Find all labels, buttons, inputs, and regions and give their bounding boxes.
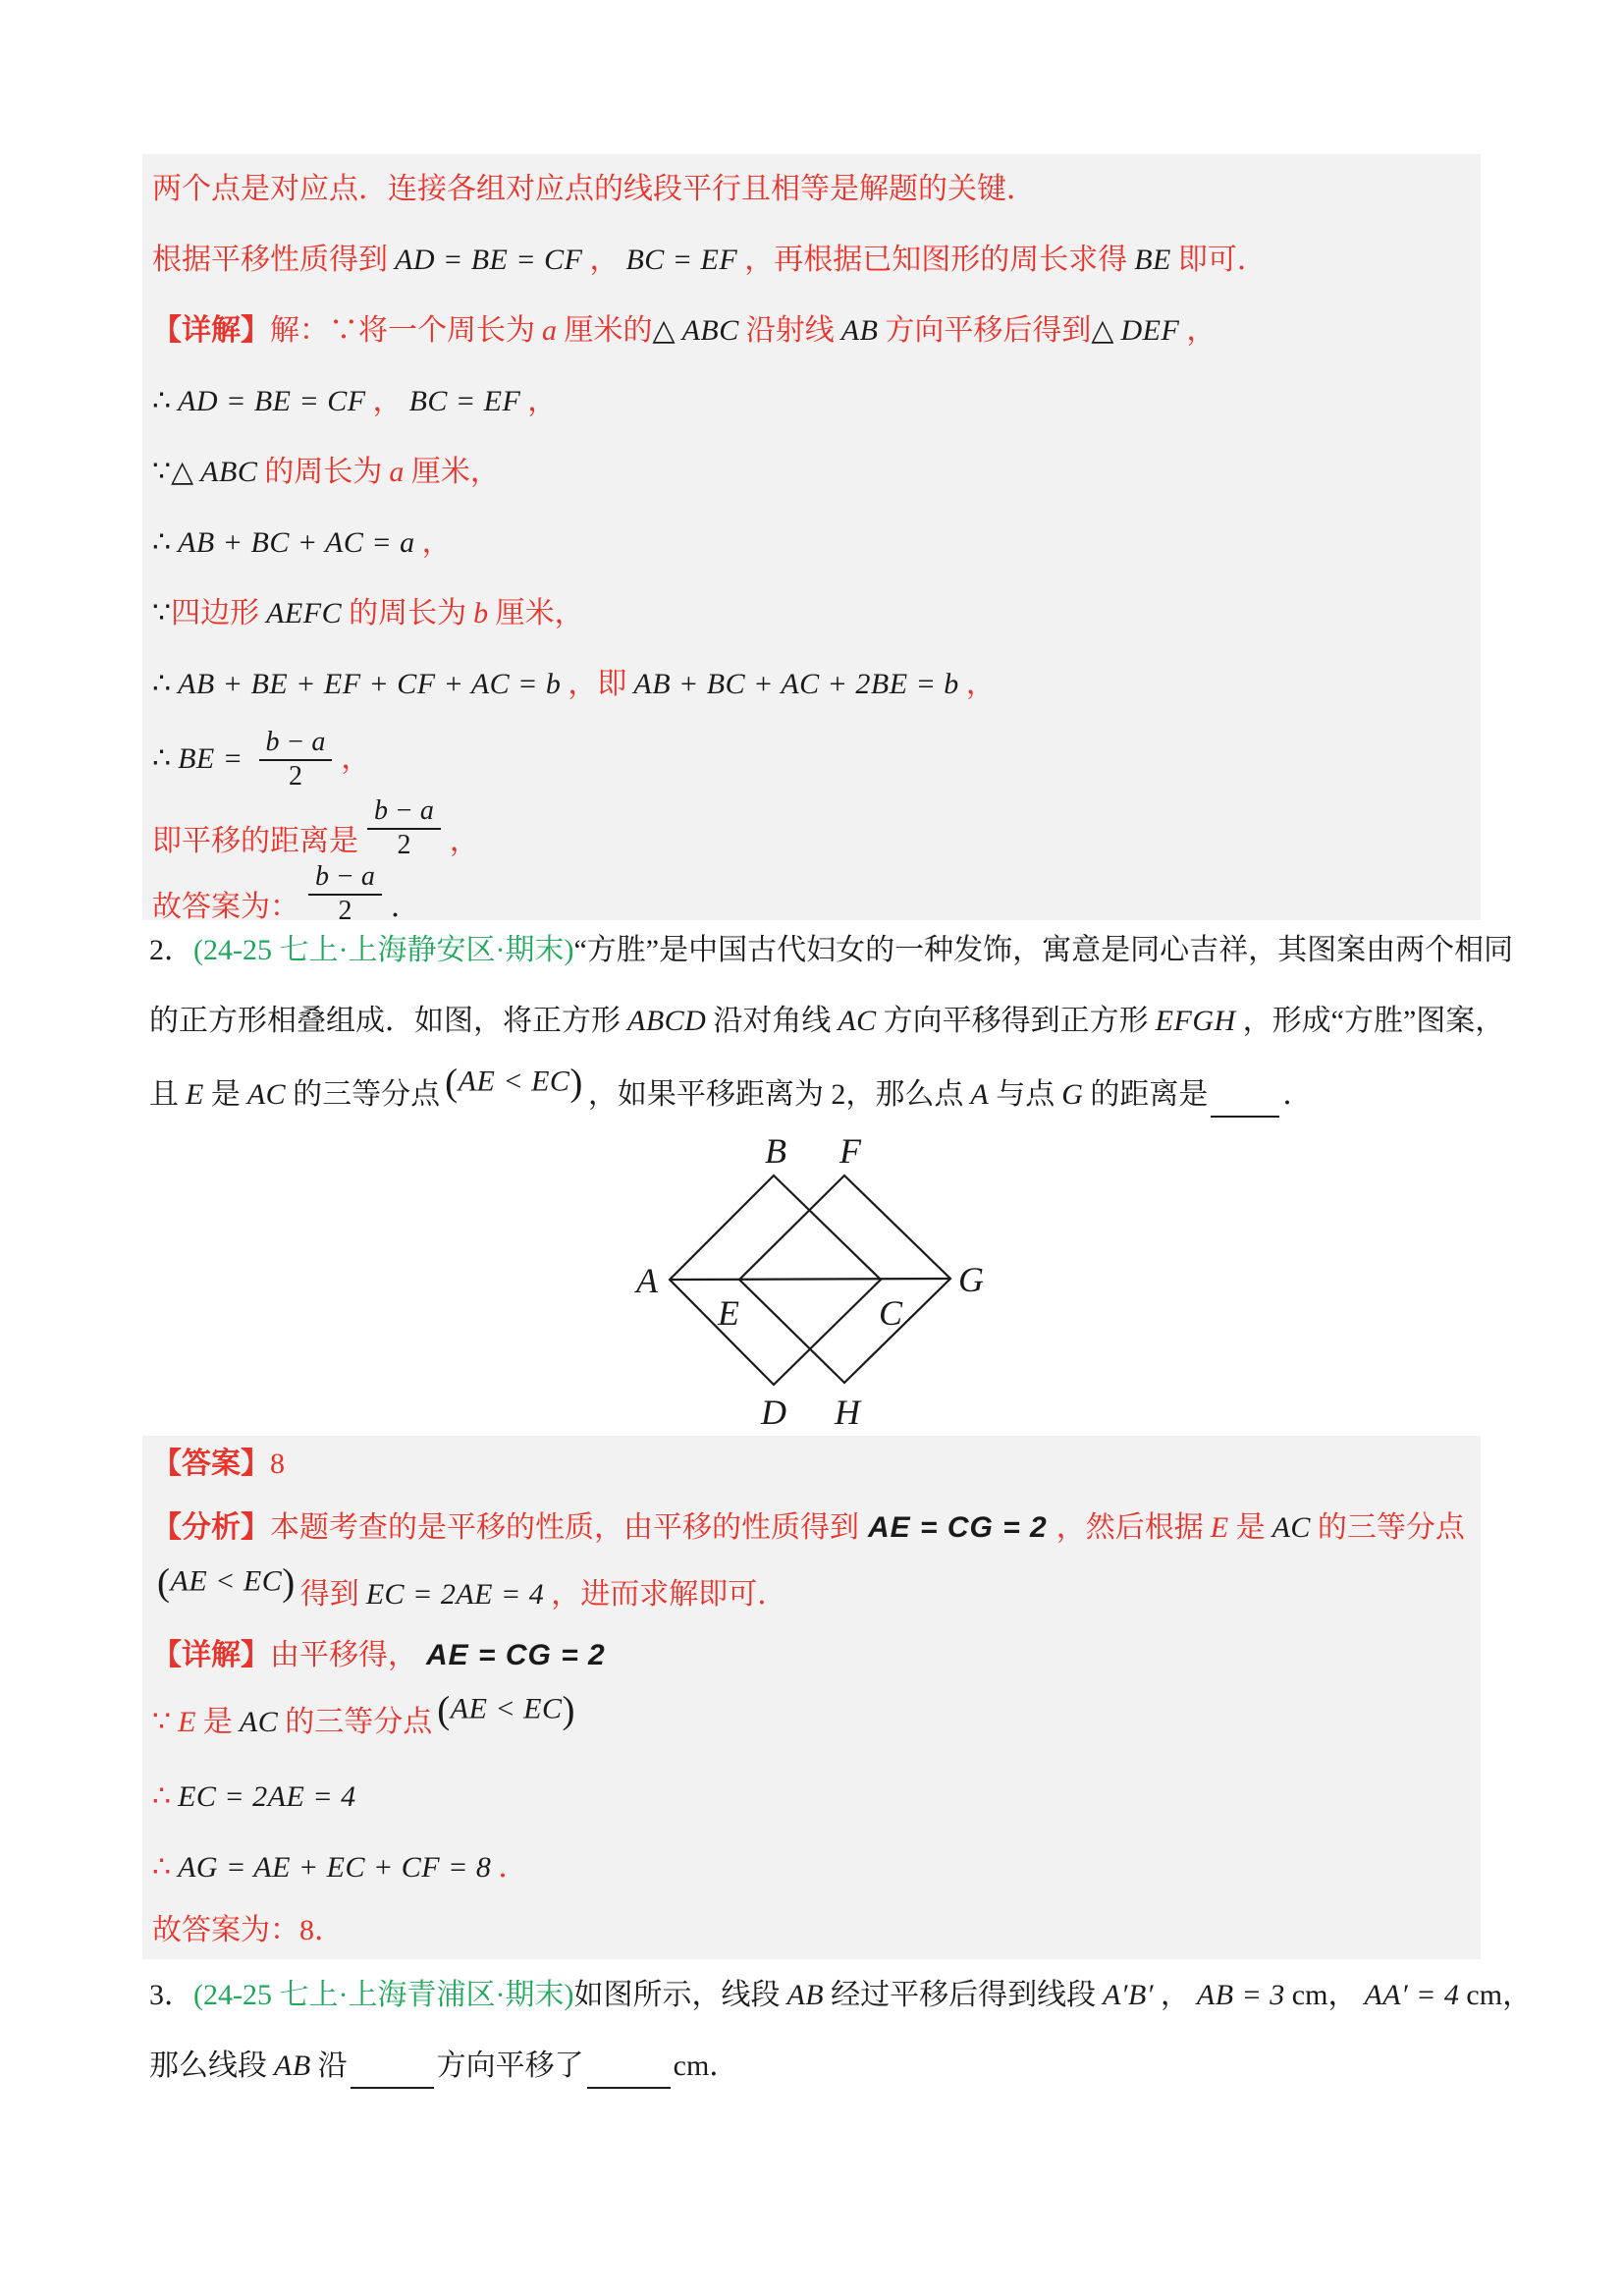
answer-blank <box>1211 1086 1279 1118</box>
text-segment: 8 <box>270 1448 285 1481</box>
text-segment: 故答案为：8． <box>152 1913 344 1946</box>
text-line <box>152 795 1471 864</box>
answer-block-2 <box>142 1436 1481 1959</box>
vertex-label-C: C <box>878 1293 903 1333</box>
vertex-label-G: G <box>958 1260 984 1299</box>
math-segment: a <box>542 314 558 347</box>
text-segment: 沿 <box>317 2050 348 2083</box>
text-segment: 那么线段 <box>149 2050 267 2083</box>
math-segment: AC <box>838 1005 877 1037</box>
answer-blank <box>351 2057 434 2089</box>
text-segment: ∵ <box>152 597 172 630</box>
close-paren: ) <box>282 1560 296 1604</box>
text-line <box>149 915 1514 986</box>
fraction-numerator: b − a <box>308 862 382 895</box>
text-segment: ，形成“方胜”图案， <box>1242 1005 1505 1038</box>
text-segment: 解：∵将一个周长为 <box>270 314 535 348</box>
math-segment: EC = 2AE = 4 <box>178 1780 356 1813</box>
text-segment: ∴ <box>152 668 172 701</box>
math-segment: DEF <box>1120 314 1180 347</box>
text-segment: 的三等分点 <box>293 1078 441 1112</box>
text-segment: 得到 <box>299 1578 359 1612</box>
text-line <box>152 154 1471 225</box>
text-segment: ， <box>1160 1979 1190 2012</box>
math-segment-sans: AE = CG = 2 <box>868 1511 1048 1544</box>
answer-blank <box>587 2057 671 2089</box>
text-segment: ∴ <box>152 385 172 418</box>
math-segment: AC <box>239 1706 279 1738</box>
text-segment: 即平移的距离是 <box>152 824 358 857</box>
text-line <box>149 1960 1533 2031</box>
math-segment: BE = <box>178 742 243 775</box>
fraction-denominator: 2 <box>338 895 352 926</box>
text-segment: ， <box>449 824 479 857</box>
text-segment: 与点 <box>996 1078 1055 1112</box>
text-segment: ，即 <box>568 668 627 701</box>
text-line <box>152 296 1471 366</box>
math-segment: AC <box>1271 1511 1311 1544</box>
math-segment: AE < EC <box>170 1564 283 1598</box>
text-segment: 是 <box>202 1706 233 1739</box>
text-segment: 的正方形相叠组成．如图，将正方形 <box>149 1005 621 1038</box>
section-label: 【详解】 <box>152 314 270 348</box>
vertex-label-F: F <box>839 1137 861 1171</box>
text-segment: 2． <box>149 934 193 967</box>
problem-2-text <box>149 915 1514 1133</box>
math-segment: E <box>186 1078 204 1111</box>
math-segment: A′B′ <box>1103 1979 1154 2011</box>
text-segment: 厘米， <box>410 456 500 489</box>
text-segment: ． <box>498 1851 528 1885</box>
text-segment: ，如果平移距离为 2，那么点 <box>587 1078 964 1112</box>
text-segment: 即可． <box>1177 244 1267 277</box>
text-segment: (24-25 七上·上海静安区·期末) <box>193 934 574 967</box>
math-segment: BC = EF <box>408 385 521 417</box>
text-segment: (24-25 七上·上海青浦区·期末) <box>193 1979 574 2012</box>
math-segment: AD = BE = CF <box>395 244 583 276</box>
text-segment: ． <box>1282 1078 1313 1112</box>
math-segment: AB + BC + AC + 2BE = b <box>633 668 959 700</box>
vertex-label-D: D <box>761 1393 786 1432</box>
math-segment: AB + BE + EF + CF + AC = b <box>178 668 562 700</box>
text-line <box>152 366 1471 437</box>
text-segment: 的周长为 <box>264 456 383 489</box>
math-segment: ABC <box>681 314 739 347</box>
fraction <box>367 796 441 859</box>
vertex-label-H: H <box>835 1393 860 1432</box>
text-segment: 是 <box>210 1078 241 1112</box>
fangsheng-figure <box>619 1137 1011 1432</box>
open-paren: ( <box>437 1688 451 1731</box>
math-segment: BC = EF <box>625 244 738 276</box>
problem-3-text <box>149 1960 1533 2102</box>
math-segment: AC <box>246 1078 287 1111</box>
text-segment: ∵△ <box>152 456 194 489</box>
math-segment: EFGH <box>1155 1005 1236 1037</box>
diagonal-ag-line <box>670 1279 950 1280</box>
text-segment: ， <box>372 385 403 418</box>
text-segment: cm， <box>1466 1979 1533 2012</box>
fraction-numerator: b − a <box>259 728 333 760</box>
parenthesized-condition <box>445 1061 583 1105</box>
text-segment: △ <box>1091 314 1114 348</box>
text-line <box>149 2031 1500 2102</box>
text-segment: 方向平移得到正方形 <box>883 1005 1149 1038</box>
text-segment: 是 <box>1235 1511 1266 1545</box>
text-segment: ∴ <box>152 742 172 776</box>
close-paren: ) <box>562 1688 575 1731</box>
text-segment: ， <box>1186 314 1217 348</box>
text-segment: ∴ <box>152 1851 172 1885</box>
text-line <box>152 225 1471 296</box>
text-line <box>152 1493 1471 1563</box>
text-line <box>152 437 1471 508</box>
math-segment: a <box>389 456 405 488</box>
text-segment: 且 <box>149 1078 179 1112</box>
math-segment: AE < EC <box>450 1692 563 1725</box>
text-segment: ， <box>341 742 371 776</box>
vertex-label-B: B <box>765 1137 786 1171</box>
text-segment: 如图所示，线段 <box>573 1979 781 2012</box>
section-label: 【分析】 <box>152 1511 270 1545</box>
fraction-denominator: 2 <box>397 829 411 860</box>
text-line <box>152 1560 1471 1626</box>
vertex-label-A: A <box>636 1261 658 1300</box>
fraction-denominator: 2 <box>288 760 302 792</box>
text-line <box>152 1834 1471 1901</box>
text-segment: ，然后根据 <box>1055 1511 1204 1545</box>
text-segment: ． <box>390 890 420 923</box>
text-segment: 四边形 <box>171 597 260 630</box>
math-segment: A <box>970 1078 990 1111</box>
answer-block-1 <box>142 154 1481 926</box>
text-line <box>152 1760 1471 1834</box>
math-segment: AA′ = 4 <box>1364 1979 1460 2011</box>
text-segment: 由平移得， <box>270 1639 417 1672</box>
section-label: 【答案】 <box>152 1448 270 1481</box>
close-paren: ) <box>569 1061 583 1104</box>
math-segment: AE < EC <box>458 1065 570 1098</box>
math-segment: AD = BE = CF <box>178 385 366 417</box>
math-segment: AEFC <box>266 597 343 629</box>
text-segment: 沿对角线 <box>713 1005 832 1038</box>
math-segment: BE <box>1134 244 1171 276</box>
fraction-numerator: b − a <box>367 796 441 829</box>
text-segment: ∵ <box>152 1706 172 1739</box>
text-segment: 根据平移性质得到 <box>152 244 388 277</box>
text-segment: 方向平移后得到 <box>885 314 1092 348</box>
text-segment: ，再根据已知图形的周长求得 <box>744 244 1128 277</box>
math-segment: AG = AE + EC + CF = 8 <box>178 1851 492 1884</box>
math-segment: E <box>178 1706 196 1738</box>
vertex-label-E: E <box>718 1293 739 1333</box>
text-segment: ， <box>421 526 452 560</box>
text-segment: ∴ <box>152 526 172 560</box>
text-segment: 两个点是对应点．连接各组对应点的线段平行且相等是解题的关键． <box>152 173 1036 206</box>
text-segment: 3． <box>149 1979 193 2012</box>
text-line <box>149 1057 1500 1133</box>
text-line <box>149 986 1505 1057</box>
text-segment: 厘米， <box>495 597 584 630</box>
text-line <box>152 1626 1471 1685</box>
section-label: 【详解】 <box>152 1639 270 1672</box>
math-segment: AB <box>274 2050 311 2082</box>
parenthesized-condition <box>157 1560 296 1605</box>
math-segment: ABC <box>200 456 258 488</box>
math-segment: AB <box>786 1979 825 2011</box>
text-line <box>152 508 1471 578</box>
text-segment: 的距离是 <box>1090 1078 1209 1112</box>
math-segment: EC = 2AE = 4 <box>365 1578 545 1611</box>
parenthesized-condition <box>437 1688 575 1732</box>
text-line <box>152 649 1471 720</box>
text-segment: 的周长为 <box>349 597 467 630</box>
math-segment: AB + BC + AC = a <box>178 526 415 559</box>
text-segment: ， <box>527 385 558 418</box>
math-segment: AB = 3 <box>1196 1979 1285 2011</box>
math-segment: E <box>1210 1511 1229 1544</box>
text-segment: 厘米的 <box>564 314 653 348</box>
math-segment: b <box>473 597 489 629</box>
text-segment: 经过平移后得到线段 <box>831 1979 1097 2012</box>
text-segment: 故答案为： <box>152 890 299 923</box>
text-segment: 方向平移了 <box>436 2050 584 2083</box>
text-segment: 的三等分点 <box>1317 1511 1465 1545</box>
open-paren: ( <box>157 1560 171 1604</box>
text-line <box>152 720 1471 798</box>
math-segment-sans: AE = CG = 2 <box>426 1639 606 1671</box>
text-segment: 沿射线 <box>745 314 835 348</box>
text-line <box>152 1901 1471 1959</box>
text-line <box>152 578 1471 649</box>
text-segment: ， <box>965 668 996 701</box>
text-segment: cm， <box>1291 1979 1358 2012</box>
math-segment: G <box>1061 1078 1084 1111</box>
fangsheng-diagram-svg <box>619 1137 1011 1432</box>
text-line <box>152 1436 1471 1493</box>
fraction <box>259 728 333 791</box>
text-segment: cm． <box>673 2050 739 2083</box>
text-segment: △ <box>652 314 676 348</box>
text-segment: ∴ <box>152 1780 172 1814</box>
text-segment: ， <box>589 244 620 277</box>
text-segment: ，进而求解即可． <box>551 1578 787 1612</box>
text-segment: 的三等分点 <box>285 1706 433 1739</box>
math-segment: ABCD <box>627 1005 707 1037</box>
math-segment: AB <box>840 314 879 347</box>
open-paren: ( <box>445 1061 459 1104</box>
text-segment: “方胜”是中国古代妇女的一种发饰，寓意是同心吉祥，其图案由两个相同 <box>573 934 1514 967</box>
text-segment: 本题考查的是平移的性质，由平移的性质得到 <box>270 1511 859 1545</box>
text-line <box>152 1685 1471 1760</box>
